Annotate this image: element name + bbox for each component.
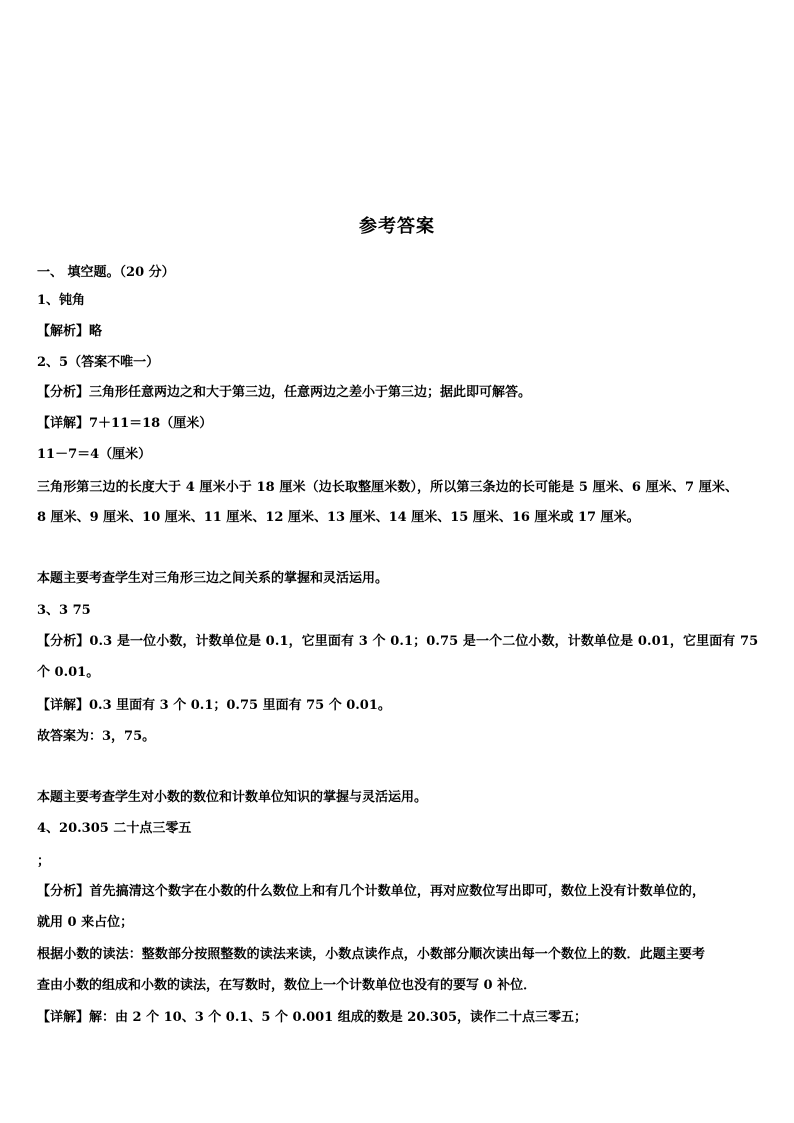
- section-heading: 一、 填空题。（20 分）: [37, 265, 175, 280]
- summary-line: 本题主要考查学生对小数的数位和计数单位知识的掌握与灵活运用。: [37, 790, 428, 805]
- analysis-line: 根据小数的读法：整数部分按照整数的读法来读，小数点读作点，小数部分顺次读出每一个数位上的数．此题主要考: [37, 947, 706, 962]
- analysis-line: 【分析】首先搞清这个数字在小数的什么数位上和有几个计数单位，再对应数位写出即可，数位上没有计数单位的，: [37, 884, 706, 899]
- answer-line: 2、5（答案不唯一）: [37, 355, 160, 370]
- conclusion-line: 故答案为：3，75。: [37, 729, 156, 744]
- analysis-line: 【解析】略: [37, 324, 103, 339]
- analysis-line: 【分析】0.3 是一位小数，计数单位是 0.1，它里面有 3 个 0.1；0.75 是一个二位小数，计数单位是 0.01，它里面有 75: [37, 634, 759, 649]
- analysis-line: 【分析】三角形任意两边之和大于第三边，任意两边之差小于第三边；据此即可解答。: [37, 385, 532, 400]
- punctuation-line: ；: [37, 854, 51, 869]
- summary-line: 本题主要考查学生对三角形三边之间关系的掌握和灵活运用。: [37, 571, 389, 586]
- analysis-line: 个 0.01。: [37, 665, 100, 680]
- detail-line: 【详解】0.3 里面有 3 个 0.1；0.75 里面有 75 个 0.01。: [37, 698, 391, 713]
- answer-line: 4、20.305 二十点三零五: [37, 821, 192, 836]
- page-title: 参考答案: [359, 216, 435, 237]
- detail-line: 11－7＝4（厘米）: [37, 447, 152, 462]
- answer-line: 1、钝角: [37, 293, 86, 308]
- answer-line: 3、3 75: [37, 603, 91, 618]
- detail-line: 8 厘米、9 厘米、10 厘米、11 厘米、12 厘米、13 厘米、14 厘米、15 厘米、16 厘米或 17 厘米。: [37, 510, 640, 525]
- detail-line: 【详解】7＋11＝18（厘米）: [37, 416, 213, 431]
- detail-line: 三角形第三边的长度大于 4 厘米小于 18 厘米（边长取整厘米数），所以第三条边的长可能是 5 厘米、6 厘米、7 厘米、: [37, 480, 739, 495]
- analysis-line: 就用 0 来占位；: [37, 915, 134, 930]
- analysis-line: 查由小数的组成和小数的读法，在写数时，数位上一个计数单位也没有的要写 0 补位．: [37, 978, 537, 993]
- detail-line: 【详解】解：由 2 个 10、3 个 0.1、5 个 0.001 组成的数是 20.305，读作二十点三零五；: [37, 1010, 588, 1025]
